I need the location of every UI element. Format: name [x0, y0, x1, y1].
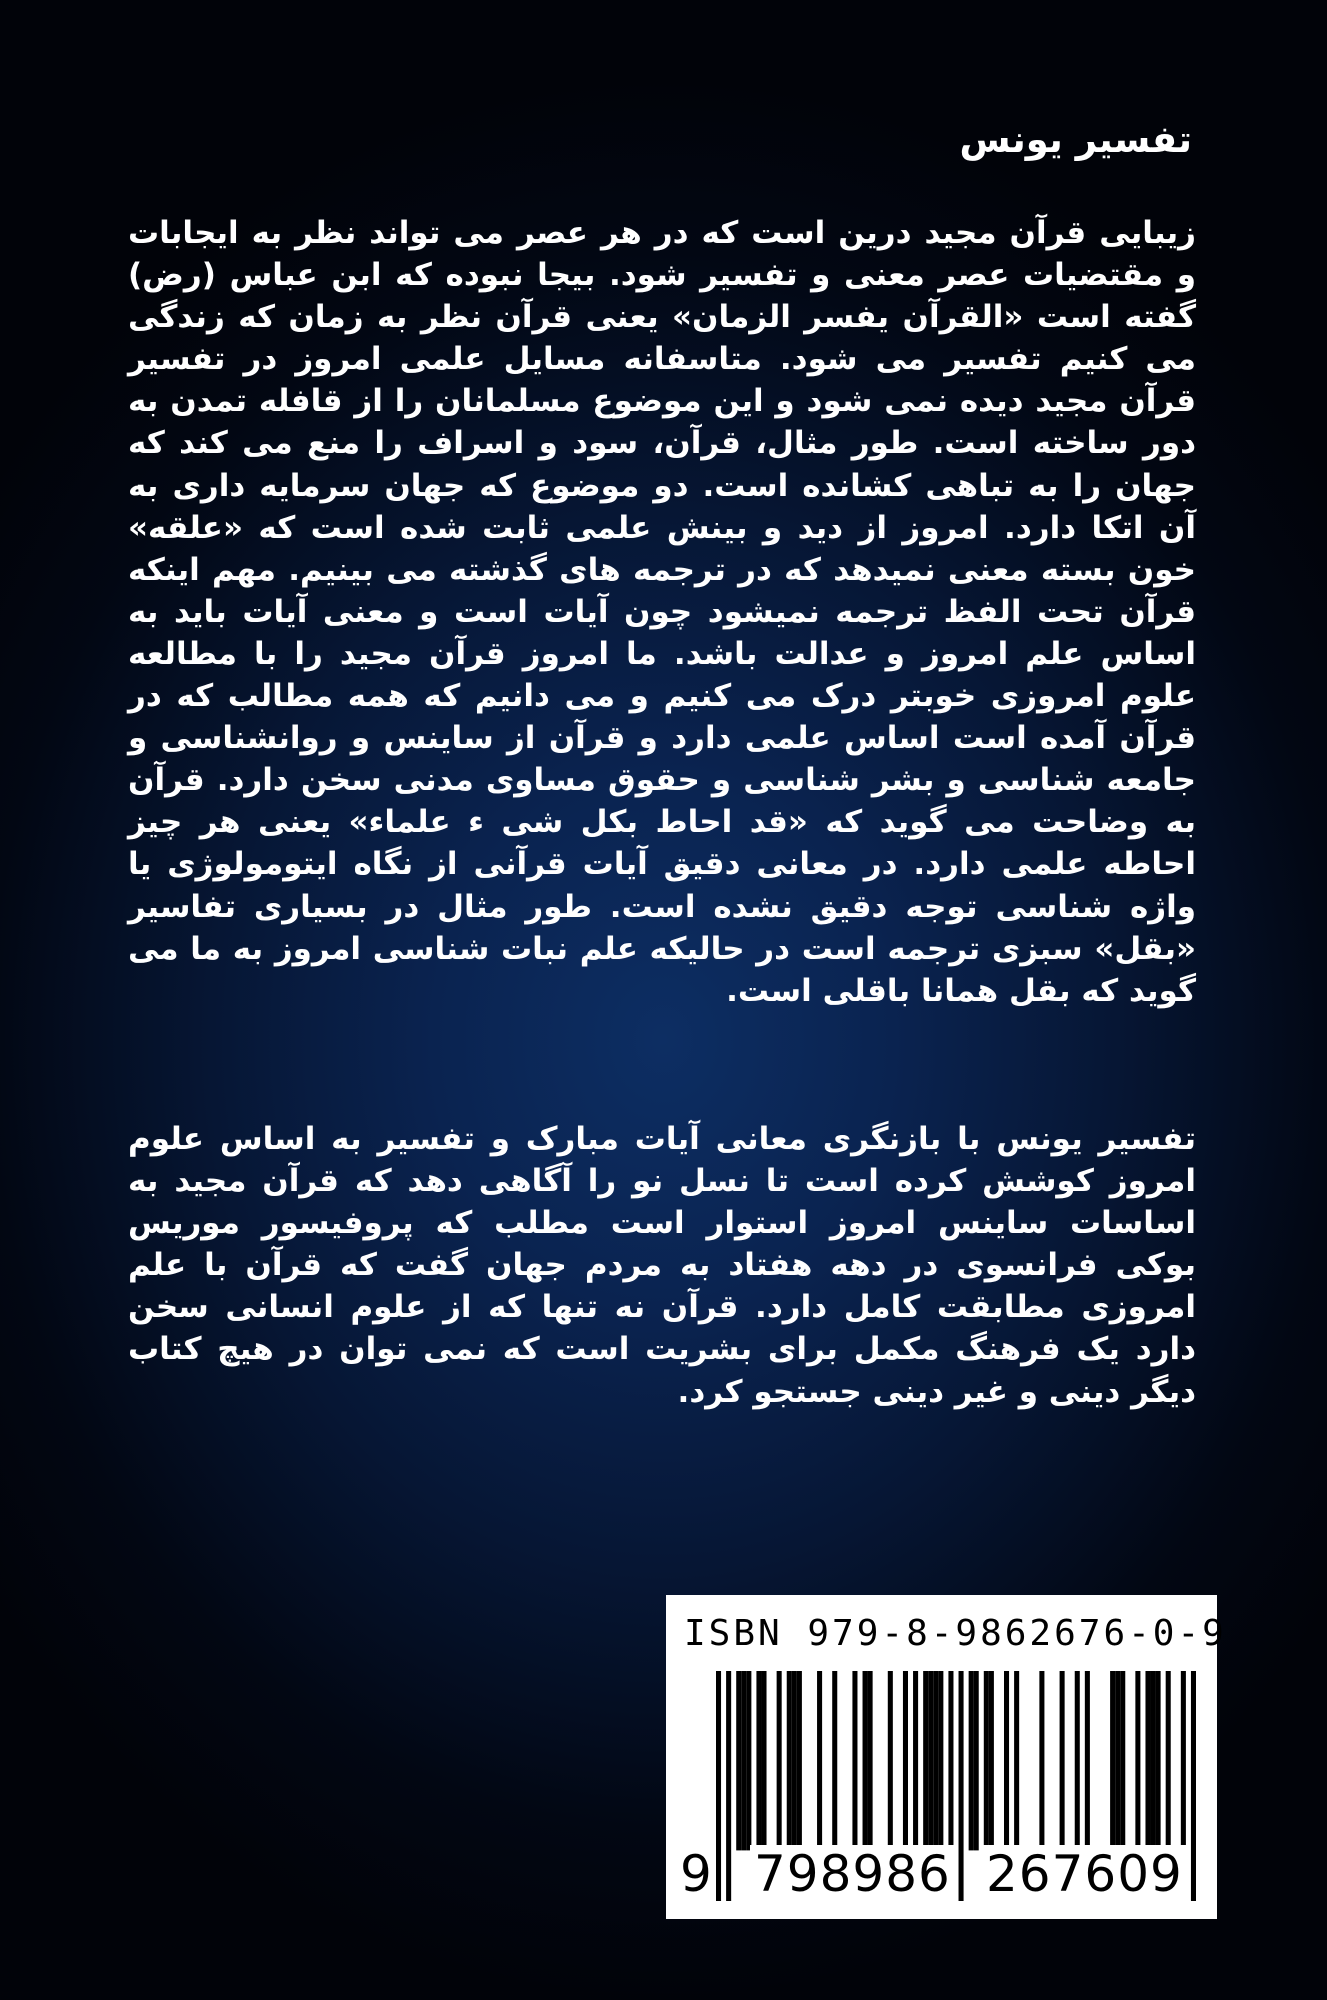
barcode-bar	[1085, 1671, 1090, 1850]
barcode-bar	[787, 1671, 792, 1850]
barcode-bar	[888, 1671, 893, 1850]
barcode-bar	[832, 1671, 837, 1850]
barcode-bar	[741, 1671, 746, 1850]
barcode-bar	[969, 1671, 974, 1850]
barcode-bar	[1191, 1671, 1196, 1901]
barcode-bar	[928, 1671, 933, 1850]
ean-left-digits: 798986	[750, 1845, 955, 1903]
barcode-bar	[797, 1671, 802, 1850]
barcode-bar	[1060, 1671, 1065, 1850]
barcode-bar	[959, 1671, 964, 1901]
barcode-bar	[1039, 1671, 1044, 1850]
barcode-bar	[761, 1671, 766, 1850]
barcode-bar	[736, 1671, 741, 1850]
barcode-bar	[933, 1671, 938, 1850]
barcode-bar	[852, 1671, 857, 1850]
barcode-bar	[1145, 1671, 1150, 1850]
barcode-bar	[1075, 1671, 1080, 1850]
barcode-bar	[1156, 1671, 1161, 1850]
barcode-bar	[868, 1671, 873, 1850]
barcode-bar	[1014, 1671, 1019, 1850]
barcode-bar	[1110, 1671, 1115, 1850]
barcode-bar	[792, 1671, 797, 1850]
barcode-bar	[1004, 1671, 1009, 1850]
barcode-bar	[716, 1671, 721, 1901]
barcode-bar	[903, 1671, 908, 1850]
isbn-barcode	[666, 1595, 1227, 1919]
barcode-bar	[1120, 1671, 1125, 1850]
barcode-bar	[984, 1671, 989, 1850]
barcode-bar	[1115, 1671, 1120, 1850]
description-paragraph-1: زیبایی قرآن مجید درین است که در هر عصر می تواند نظر به ایجابات و مقتضیات عصر معنی و تفسیر شود. بیجا نبوده که ابن عباس (رض) گفته است «القرآن یفسر الزمان» یعنی قرآن نظر به زمان که زندگی می کنیم تفسیر می شود. متاسفانه مسایل علمی امروز در تفسیر قرآن مجید دیده نمی شود و این موضوع مسلمانان را از قافله تمدن به دور ساخته است. طور مثال، قرآن، سود و اسراف را منع می کند که جهان را به تباهی کشانده است. دو موضوع که جهان سرمایه داری به آن اتکا دارد. امروز از دید و بینش علمی ثابت شده است که «علقه» خون بسته معنی نمیدهد که در ترجمه های گذشته می بینیم. مهم اینکه قرآن تحت الفظ ترجمه نمیشود چون آیات است و معنی آیات باید به اساس علم امروز و عدالت باشد. ما امروز قرآن مجید را با مطالعه علوم امروزی خوبتر درک می کنیم و می دانیم که همه مطالب که در قرآن آمده است اساس علمی دارد و قرآن از ساینس و روانشناسی و جامعه شناسی و بشر شناسی و حقوق مساوی مدنی سخن دارد. قرآن به وضاحت می گوید که «قد احاط بکل شی ء علماء» یعنی هر چیز احاطه علمی دارد. در معانی دقیق آیات قرآنی از نگاه ایتومولوژی یا واژه شناسی توجه دقیق نشده است. طور مثال در بسیاری تفاسیر «بقل» سبزی ترجمه است در حالیکه علم نبات شناسی امروز به ما می گوید که بقل همانا باقلی است.	[128, 215, 1196, 1009]
ean-first-digit: 9	[680, 1845, 712, 1903]
book-title: تفسیر یونس	[959, 118, 1192, 161]
barcode-bar	[938, 1671, 943, 1850]
isbn-label: ISBN 979-8-9862676-0-9	[684, 1613, 1227, 1654]
barcode-bar	[1151, 1671, 1156, 1850]
barcode-bar	[913, 1671, 918, 1850]
barcode-bar	[923, 1671, 928, 1850]
ean-right-digits: 267609	[982, 1845, 1187, 1903]
barcode-bar	[777, 1671, 782, 1850]
barcode-bar	[1166, 1671, 1171, 1850]
barcode-bar	[974, 1671, 979, 1850]
barcode-bar	[746, 1671, 751, 1850]
barcode-bar	[1135, 1671, 1140, 1850]
barcode-bar	[863, 1671, 868, 1850]
barcode-bar	[726, 1671, 731, 1901]
description-paragraph-2: تفسیر یونس با بازنگری معانی آیات مبارک و تفسیر به اساس علوم امروز کوشش کرده است تا نسل نو را آگاهی دهد که قرآن مجید به اساسات ساینس امروز استوار است مطلب که پروفیسور موریس بوکی فرانسوی در دهه هفتاد به مردم جهان گفت که قرآن با علم امروزی مطابقت کامل دارد. قرآن نه تنها که از علوم انسانی سخن دارد یک فرهنگ مکمل برای بشریت است که نمی توان در هیچ کتاب دیگر دینی و غیر دینی جستجو کرد.	[128, 1121, 1196, 1410]
barcode-bar	[817, 1671, 822, 1850]
barcode-bar	[989, 1671, 994, 1850]
barcode-bar	[756, 1671, 761, 1850]
